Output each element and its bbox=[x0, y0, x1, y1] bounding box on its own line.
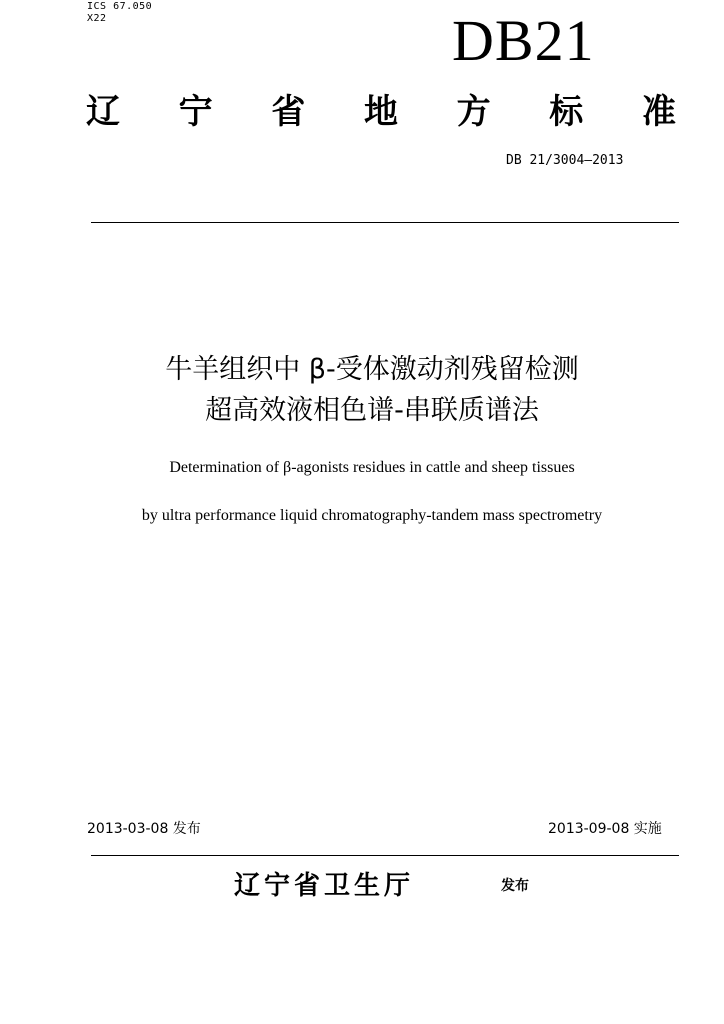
title-chinese-line-1: 牛羊组织中 β-受体激动剂残留检测 bbox=[165, 354, 579, 385]
standard-type-char: 方 bbox=[456, 92, 491, 132]
standard-type-char: 地 bbox=[363, 92, 398, 132]
implementation-date: 2013-09-08 实施 bbox=[548, 821, 662, 837]
title-english-line-1: Determination of β-agonists residues in cattle and sheep tissues bbox=[169, 459, 575, 476]
issuer-name: 辽宁省卫生厅 bbox=[234, 871, 415, 901]
standard-number: DB 21/3004—2013 bbox=[506, 153, 624, 168]
db-mark: DB21 bbox=[452, 8, 595, 73]
issuer-suffix: 发布 bbox=[501, 878, 529, 894]
standard-type-char: 辽 bbox=[86, 92, 120, 132]
standard-type-char: 省 bbox=[271, 92, 306, 132]
classification-code: X22 bbox=[87, 13, 107, 24]
standard-type-char: 标 bbox=[549, 92, 584, 132]
title-chinese-line-2: 超高效液相色谱-串联质谱法 bbox=[205, 395, 539, 426]
standard-type bbox=[86, 90, 676, 134]
top-divider bbox=[91, 222, 679, 223]
issue-date: 2013-03-08 发布 bbox=[87, 821, 201, 837]
standard-type-char: 宁 bbox=[178, 92, 213, 132]
standard-type-char: 准 bbox=[641, 92, 676, 132]
title-english-line-2: by ultra performance liquid chromatography-tandem mass spectrometry bbox=[141, 507, 603, 524]
bottom-divider bbox=[91, 855, 679, 856]
ics-code: ICS 67.050 bbox=[87, 1, 153, 12]
